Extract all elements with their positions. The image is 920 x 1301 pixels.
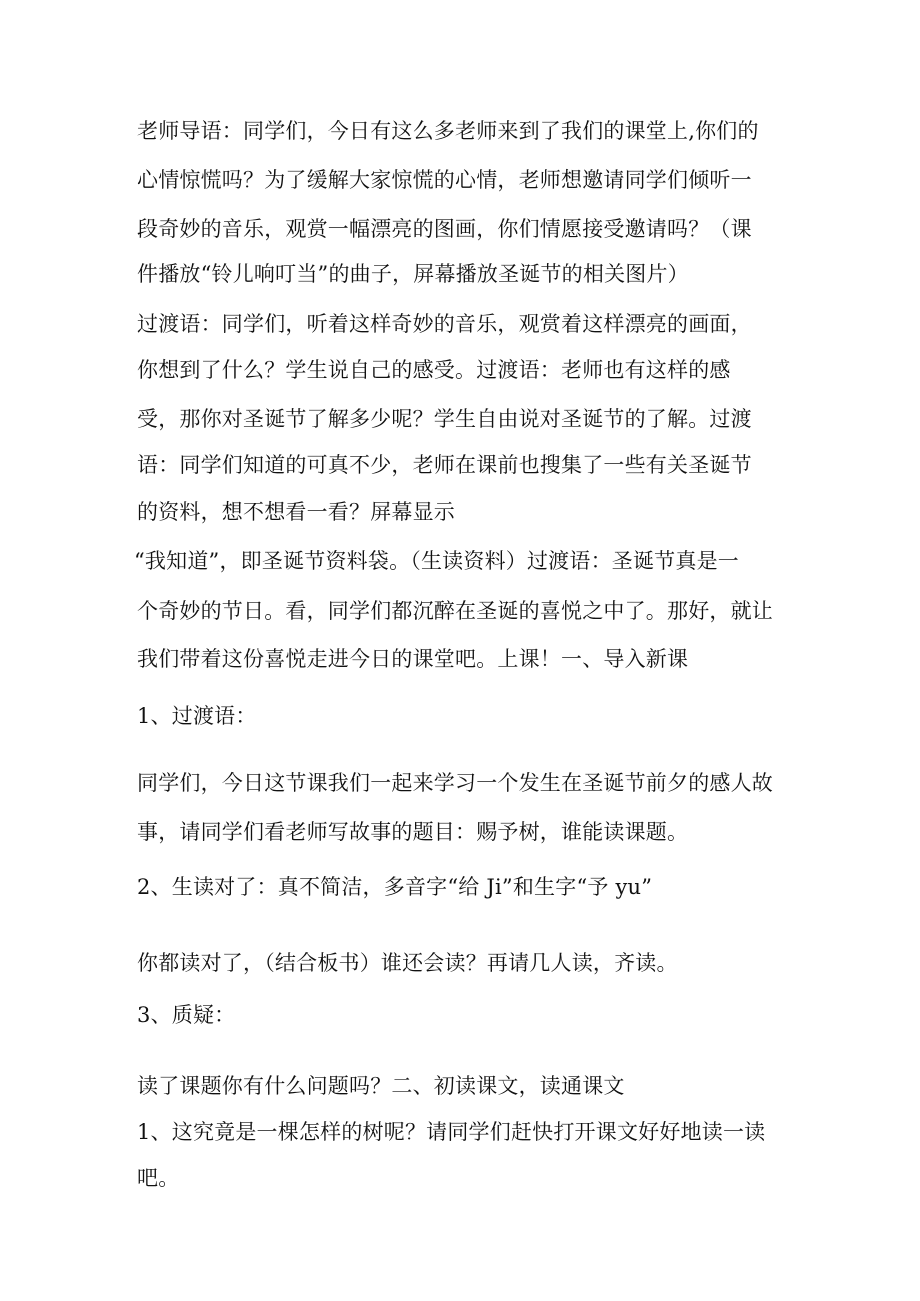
text-line: 同学们，今日这节课我们一起来学习一个发生在圣诞节前夕的感人故 — [137, 771, 773, 795]
text-line: 老师导语：同学们，今日有这么多老师来到了我们的课堂上,你们的 — [137, 119, 759, 143]
text-line: 你想到了什么？学生说自己的感受。过渡语：老师也有这样的感 — [137, 358, 731, 382]
text-line: 个奇妙的节日。看，同学们都沉醉在圣诞的喜悦之中了。那好，就让 — [137, 599, 773, 623]
text-line: 读了课题你有什么问题吗？二、初读课文，读通课文 — [137, 1074, 625, 1098]
text-line: 过渡语：同学们，听着这样奇妙的音乐，观赏着这样漂亮的画面， — [137, 312, 752, 336]
text-line: 语：同学们知道的可真不少，老师在课前也搜集了一些有关圣诞节 — [137, 453, 752, 477]
text-line: 件播放“铃儿响叮当”的曲子，屏幕播放圣诞节的相关图片） — [137, 262, 689, 286]
text-line: 我们带着这份喜悦走进今日的课堂吧。上课！一、导入新课 — [137, 647, 689, 671]
text-line: 的资料，想不想看一看？屏幕显示 — [137, 500, 455, 524]
text-line: 事，请同学们看老师写故事的题目：赐予树，谁能读课题。 — [137, 820, 689, 844]
text-line: 你都读对了，（结合板书）谁还会读？再请几人读，齐读。 — [137, 951, 678, 975]
text-line: 1、这究竟是一棵怎样的树呢？请同学们赶快打开课文好好地读一读 — [137, 1120, 766, 1144]
text-line: 1、过渡语： — [137, 704, 257, 728]
text-line: 吧。 — [137, 1166, 180, 1190]
text-line: 2、生读对了：真不简洁，多音字“给 Ji”和生字“予 yu” — [137, 875, 653, 899]
text-line: 受，那你对圣诞节了解多少呢？学生自由说对圣诞节的了解。过渡 — [137, 407, 752, 431]
text-line: 3、质疑： — [137, 1003, 236, 1027]
text-line: 心情惊慌吗？为了缓解大家惊慌的心情，老师想邀请同学们倾听一 — [137, 168, 752, 192]
text-line: “我知道”，即圣诞节资料袋。（生读资料）过渡语：圣诞节真是一 — [134, 549, 739, 573]
text-line: 段奇妙的音乐，观赏一幅漂亮的图画，你们情愿接受邀请吗？（课 — [137, 217, 752, 241]
